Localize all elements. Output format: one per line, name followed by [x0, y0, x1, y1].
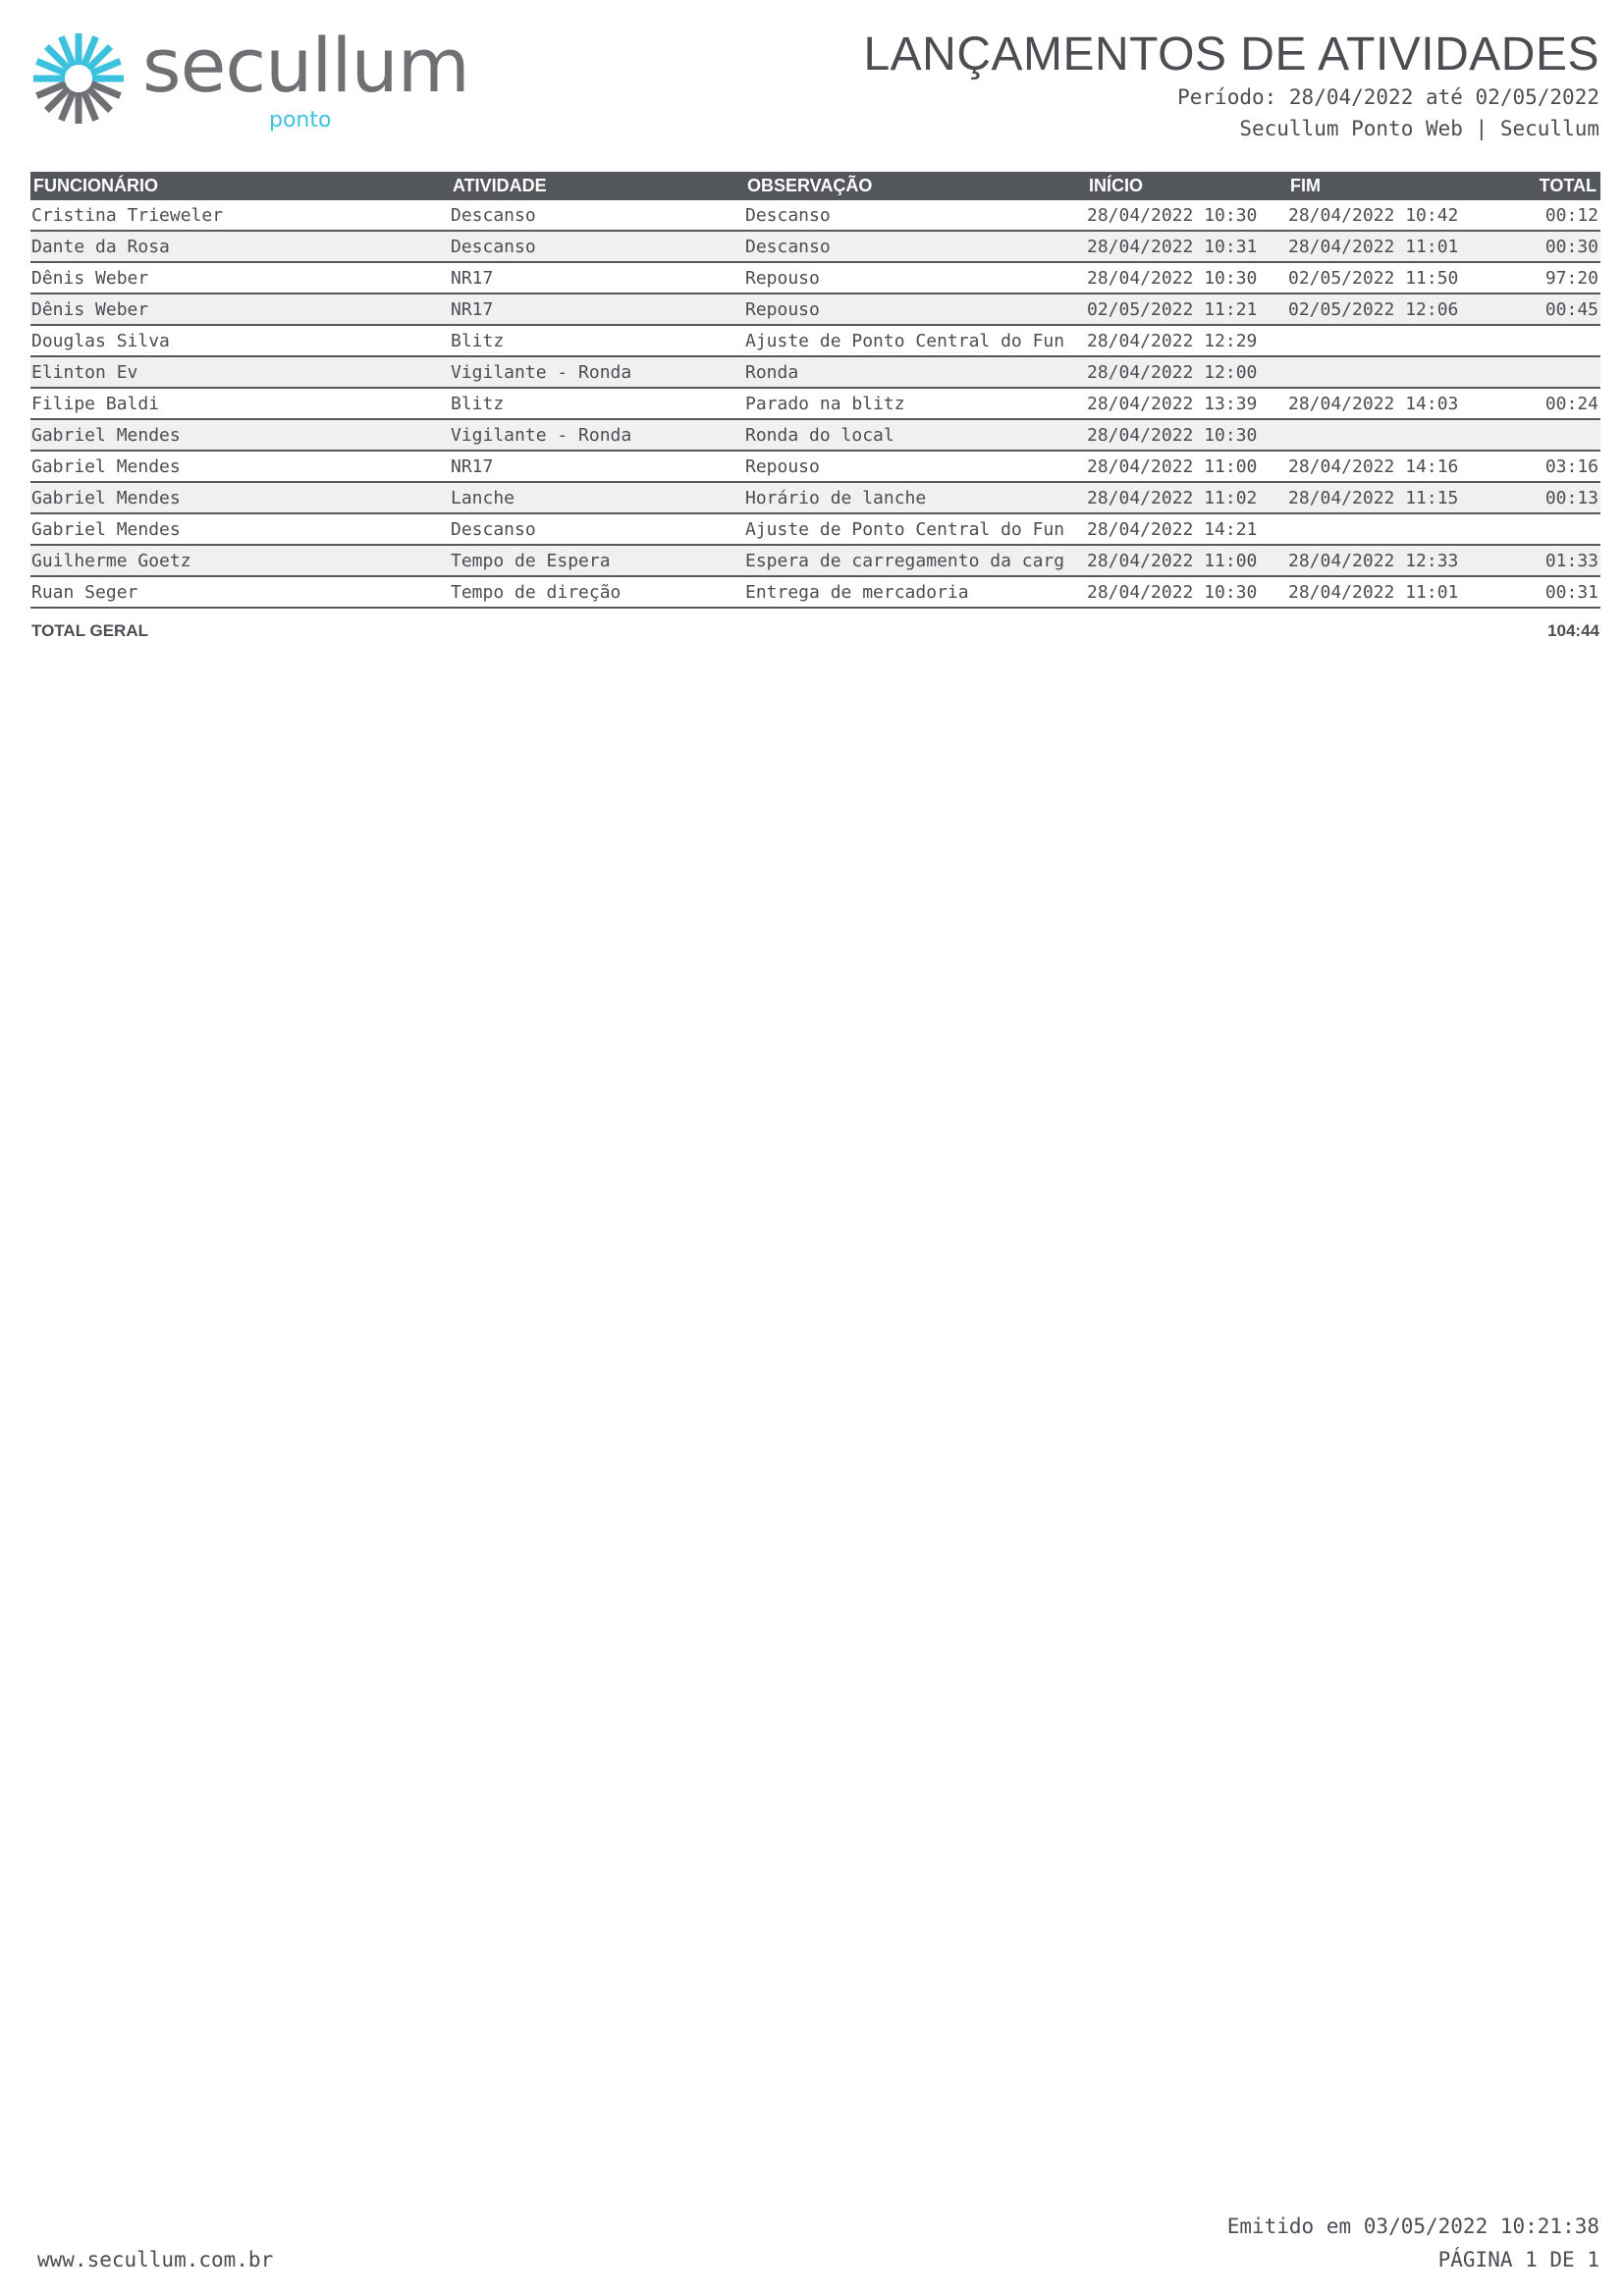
- col-header-observacao: OBSERVAÇÃO: [744, 172, 1086, 200]
- cell-total: 00:31: [1498, 576, 1600, 608]
- cell-funcionario: Douglas Silva: [30, 325, 450, 356]
- table-row: [30, 482, 1600, 513]
- cell-observacao: Horário de lanche: [744, 482, 1086, 513]
- cell-total: 97:20: [1498, 262, 1600, 294]
- cell-fim: 28/04/2022 14:16: [1287, 451, 1498, 482]
- col-header-total: TOTAL: [1498, 172, 1600, 200]
- cell-total: [1498, 356, 1600, 388]
- cell-inicio: 28/04/2022 10:31: [1086, 231, 1287, 262]
- table-row: [30, 513, 1600, 545]
- table-row: [30, 356, 1600, 388]
- cell-funcionario: Ruan Seger: [30, 576, 450, 608]
- table-row: [30, 388, 1600, 419]
- table-row: [30, 545, 1600, 576]
- cell-inicio: 28/04/2022 13:39: [1086, 388, 1287, 419]
- table-row: [30, 451, 1600, 482]
- table-row: [30, 231, 1600, 262]
- report-system: Secullum Ponto Web | Secullum: [1239, 117, 1599, 140]
- cell-inicio: 28/04/2022 11:00: [1086, 545, 1287, 576]
- cell-observacao: Ajuste de Ponto Central do Fun: [744, 513, 1086, 545]
- cell-fim: 02/05/2022 11:50: [1287, 262, 1498, 294]
- total-geral-value: 104:44: [1547, 621, 1599, 640]
- cell-funcionario: Dênis Weber: [30, 262, 450, 294]
- cell-funcionario: Gabriel Mendes: [30, 451, 450, 482]
- cell-inicio: 28/04/2022 10:30: [1086, 200, 1287, 231]
- cell-total: 00:12: [1498, 200, 1600, 231]
- cell-atividade: Tempo de Espera: [450, 545, 744, 576]
- cell-observacao: Descanso: [744, 200, 1086, 231]
- cell-funcionario: Cristina Trieweler: [30, 200, 450, 231]
- cell-fim: 28/04/2022 12:33: [1287, 545, 1498, 576]
- table-row: [30, 419, 1600, 451]
- cell-atividade: Descanso: [450, 200, 744, 231]
- cell-inicio: 28/04/2022 11:00: [1086, 451, 1287, 482]
- cell-observacao: Repouso: [744, 262, 1086, 294]
- report-title: LANÇAMENTOS DE ATIVIDADES: [863, 28, 1599, 80]
- cell-observacao: Entrega de mercadoria: [744, 576, 1086, 608]
- table-row: [30, 576, 1600, 608]
- secullum-burst-icon: [29, 29, 128, 128]
- cell-atividade: Vigilante - Ronda: [450, 419, 744, 451]
- cell-total: [1498, 513, 1600, 545]
- cell-fim: [1287, 325, 1498, 356]
- cell-funcionario: Gabriel Mendes: [30, 513, 450, 545]
- cell-atividade: Descanso: [450, 231, 744, 262]
- table-row: [30, 294, 1600, 325]
- footer-page-number: PÁGINA 1 DE 1: [1437, 2248, 1599, 2271]
- cell-total: 00:13: [1498, 482, 1600, 513]
- cell-fim: [1287, 513, 1498, 545]
- footer-url: www.secullum.com.br: [37, 2248, 274, 2271]
- col-header-atividade: ATIVIDADE: [450, 172, 744, 200]
- cell-total: 00:45: [1498, 294, 1600, 325]
- cell-observacao: Repouso: [744, 451, 1086, 482]
- cell-fim: 28/04/2022 11:15: [1287, 482, 1498, 513]
- cell-atividade: NR17: [450, 451, 744, 482]
- cell-inicio: 02/05/2022 11:21: [1086, 294, 1287, 325]
- cell-observacao: Espera de carregamento da carg: [744, 545, 1086, 576]
- report-period: Período: 28/04/2022 até 02/05/2022: [1177, 85, 1599, 109]
- table-row: [30, 325, 1600, 356]
- cell-fim: 28/04/2022 11:01: [1287, 576, 1498, 608]
- cell-funcionario: Gabriel Mendes: [30, 419, 450, 451]
- cell-funcionario: Guilherme Goetz: [30, 545, 450, 576]
- cell-atividade: Blitz: [450, 388, 744, 419]
- cell-inicio: 28/04/2022 10:30: [1086, 576, 1287, 608]
- secullum-logo: [29, 22, 469, 137]
- cell-atividade: Tempo de direção: [450, 576, 744, 608]
- cell-total: [1498, 419, 1600, 451]
- cell-total: [1498, 325, 1600, 356]
- cell-observacao: Ajuste de Ponto Central do Fun: [744, 325, 1086, 356]
- logo-product: ponto: [269, 108, 332, 133]
- cell-funcionario: Gabriel Mendes: [30, 482, 450, 513]
- table-row: [30, 262, 1600, 294]
- col-header-inicio: INÍCIO: [1086, 172, 1287, 200]
- cell-fim: 28/04/2022 10:42: [1287, 200, 1498, 231]
- total-geral-label: TOTAL GERAL: [31, 621, 148, 640]
- cell-observacao: Ronda: [744, 356, 1086, 388]
- cell-inicio: 28/04/2022 14:21: [1086, 513, 1287, 545]
- cell-funcionario: Filipe Baldi: [30, 388, 450, 419]
- cell-inicio: 28/04/2022 12:29: [1086, 325, 1287, 356]
- cell-observacao: Descanso: [744, 231, 1086, 262]
- cell-total: 03:16: [1498, 451, 1600, 482]
- cell-inicio: 28/04/2022 10:30: [1086, 419, 1287, 451]
- cell-inicio: 28/04/2022 11:02: [1086, 482, 1287, 513]
- logo-wordmark: secullum: [142, 22, 469, 109]
- cell-fim: [1287, 419, 1498, 451]
- cell-funcionario: Elinton Ev: [30, 356, 450, 388]
- cell-atividade: NR17: [450, 262, 744, 294]
- cell-atividade: Lanche: [450, 482, 744, 513]
- activities-table: [30, 172, 1600, 609]
- cell-atividade: NR17: [450, 294, 744, 325]
- cell-observacao: Ronda do local: [744, 419, 1086, 451]
- table-row: [30, 200, 1600, 231]
- cell-atividade: Vigilante - Ronda: [450, 356, 744, 388]
- col-header-fim: FIM: [1287, 172, 1498, 200]
- cell-inicio: 28/04/2022 12:00: [1086, 356, 1287, 388]
- cell-fim: [1287, 356, 1498, 388]
- cell-funcionario: Dênis Weber: [30, 294, 450, 325]
- cell-atividade: Descanso: [450, 513, 744, 545]
- col-header-funcionario: FUNCIONÁRIO: [30, 172, 450, 200]
- cell-atividade: Blitz: [450, 325, 744, 356]
- cell-total: 01:33: [1498, 545, 1600, 576]
- cell-fim: 28/04/2022 11:01: [1287, 231, 1498, 262]
- cell-total: 00:24: [1498, 388, 1600, 419]
- cell-fim: 28/04/2022 14:03: [1287, 388, 1498, 419]
- cell-funcionario: Dante da Rosa: [30, 231, 450, 262]
- cell-total: 00:30: [1498, 231, 1600, 262]
- footer-emitted: Emitido em 03/05/2022 10:21:38: [1226, 2215, 1599, 2238]
- cell-observacao: Parado na blitz: [744, 388, 1086, 419]
- cell-observacao: Repouso: [744, 294, 1086, 325]
- table-header-row: [30, 172, 1600, 200]
- cell-fim: 02/05/2022 12:06: [1287, 294, 1498, 325]
- cell-inicio: 28/04/2022 10:30: [1086, 262, 1287, 294]
